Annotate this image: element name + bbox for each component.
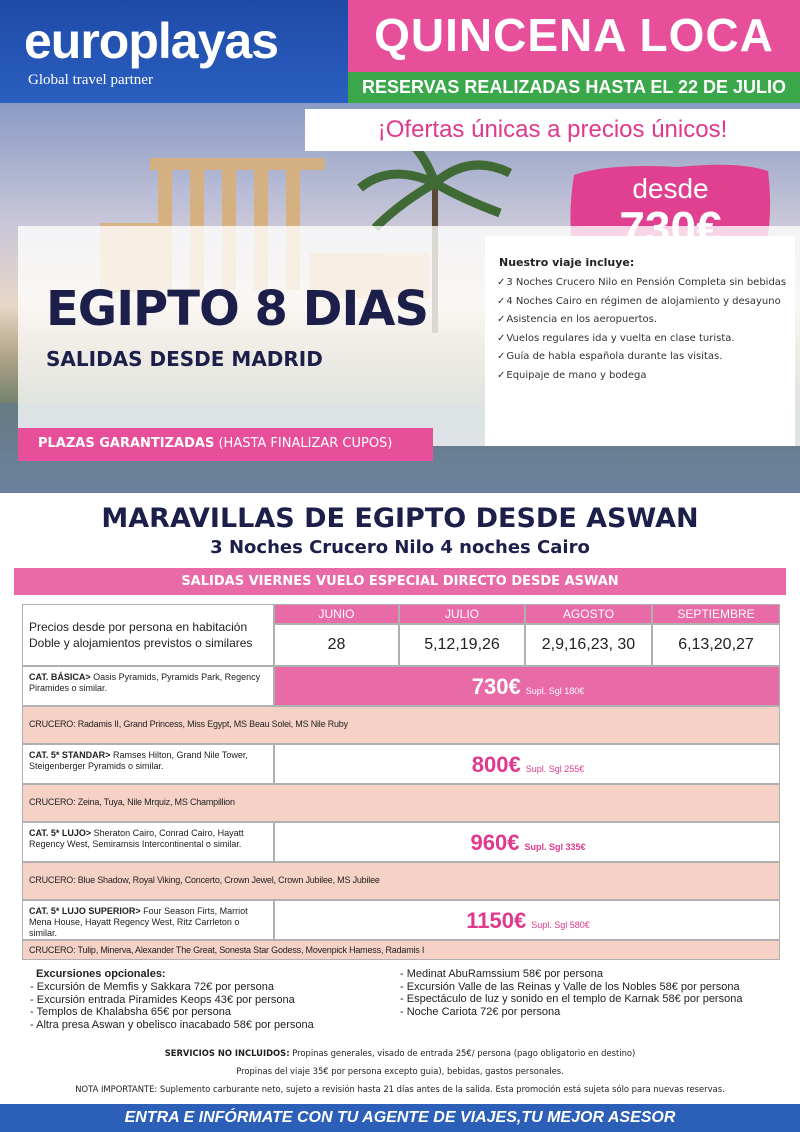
dates-text: 2,9,16,23, 30 [541,636,636,653]
category-text [29,828,269,850]
dates-text: 6,13,20,27 [678,636,754,653]
list-item: - Noche Cariota 72€ por persona [400,1006,742,1019]
price-supl: Supl. Sgl 335€ [524,842,586,852]
price-value [275,908,781,934]
desde-label: desde [632,173,709,204]
brand-tagline: Global travel partner [28,72,153,88]
category-label: CAT. 5* LUJO> [29,828,92,838]
table-row-cruise [22,706,780,744]
category-hotels: Ramses Hilton, Grand Nile Tower, Steigenberger Pyramids o similar. [29,750,248,771]
header-desc-text: Precios desde por persona en habitación Doble y alojamientos previstos o similares [29,620,253,650]
price-table [22,604,780,960]
month-name: AGOSTO [562,607,615,621]
brand-block [0,0,348,103]
salidas-text: SALIDAS VIERNES VUELO ESPECIAL DIRECTO DESDE ASWAN [181,574,619,589]
servicios-note-2: Propinas del viaje 35€ por persona excepto guia), bebidas, gastos personales. [236,1066,564,1076]
price-supl: Supl. Sgl 255€ [525,764,585,774]
section-title: MARAVILLAS DE EGIPTO DESDE ASWAN [101,503,699,534]
includes-list [497,274,797,385]
list-item: - Espectáculo de luz y sonido en el templo de Karnak 58€ por persona [400,993,742,1006]
hero-image [0,103,800,493]
month-header [525,604,652,624]
table-row-cruise [22,862,780,900]
list-item: ✓ Equipaje de mano y bodega [497,367,797,386]
price-amount: 800€ [471,752,521,777]
month-header [399,604,525,624]
table-row-category [22,744,274,784]
servicios-label: SERVICIOS NO INCLUIDOS: [164,1048,290,1058]
month-dates [274,624,399,666]
list-item: - Excursión entrada Piramides Keops 43€ por persona [30,994,314,1007]
category-label: CAT. 5* LUJO SUPERIOR> [29,906,141,916]
table-row-price [274,822,780,862]
promo-banner [348,0,800,72]
table-row-category [22,666,274,706]
includes-box [485,236,795,446]
table-row-category [22,900,274,940]
servicios-text: Propinas generales, visado de entrada 25€/ persona (pago obligatorio en destino) [289,1048,636,1058]
list-item: - Templos de Khalabsha 65€ por persona [30,1006,314,1019]
table-row-category [22,822,274,862]
plazas-bold: PLAZAS GARANTIZADAS [38,436,215,451]
list-item: ✓ Asistencia en los aeropuertos. [497,311,797,330]
category-text [29,906,269,939]
table-header-desc [22,604,274,666]
deadline-banner [348,72,800,103]
brand-logo: europlayas [24,13,279,69]
month-name: JULIO [444,607,479,621]
price-value [275,752,781,778]
footer-bar [0,1104,800,1132]
list-item: - Altra presa Aswan y obelisco inacabado 58€ por persona [30,1019,314,1032]
list-item: ✓ Guía de habla española durante las visitas. [497,348,797,367]
dates-text: 5,12,19,26 [424,636,500,653]
price-supl: Supl. Sgl 180€ [525,686,585,696]
month-header [274,604,399,624]
includes-title: Nuestro viaje incluye: [499,256,635,269]
list-item: ✓ 3 Noches Crucero Nilo en Pensión Completa sin bebidas [497,274,797,293]
excursions-title: Excursiones opcionales: [36,968,166,980]
month-header [652,604,780,624]
category-text [29,672,269,694]
category-text [29,750,269,772]
price-amount: 1150€ [466,908,527,933]
plazas-text [38,436,392,451]
price-supl: Supl. Sgl 580€ [531,920,590,930]
cruise-text: CRUCERO: Zeina, Tuya, Nile Mrquiz, MS Champillion [29,797,235,807]
tagline-box [305,109,800,151]
month-dates [525,624,652,666]
salidas-bar [14,568,786,595]
list-item: ✓ Vuelos regulares ida y vuelta en clase turista. [497,330,797,349]
promo-title: QUINCENA LOCA [374,9,774,61]
month-dates [399,624,525,666]
category-label: CAT. 5* STANDAR> [29,750,111,760]
price-value [275,674,781,700]
trip-title: EGIPTO 8 DIAS [46,281,429,337]
dates-text: 28 [327,636,346,653]
important-note: NOTA IMPORTANTE: Suplemento carburante neto, sujeto a revisión hasta 21 días antes de la salida. Esta promoción está sujeta sólo para nuevas reservas. [75,1084,725,1094]
excursions-right [400,968,742,1018]
excursions-left [30,981,314,1031]
table-row-cruise [22,784,780,822]
table-row-price [274,666,780,706]
price-value [275,830,781,856]
trip-subtitle: SALIDAS DESDE MADRID [46,347,323,371]
tagline: ¡Ofertas únicas a precios únicos! [377,116,728,143]
cruise-text: CRUCERO: Blue Shadow, Royal Viking, Concerto, Crown Jewel, Crown Jubilee, MS Jubilee [29,875,380,885]
month-name: JUNIO [318,607,355,621]
plazas-banner [18,428,433,461]
table-row-price [274,744,780,784]
list-item: - Medinat AbuRamssium 58€ por persona [400,968,742,981]
price-amount: 730€ [471,674,521,699]
list-item: - Excursión de Memfis y Sakkara 72€ por persona [30,981,314,994]
category-hotels: Four Season Firts, Marriot Mena House, Hayatt Regency West, Ritz Carrleton o similar. [29,906,248,938]
category-label: CAT. BÁSICA> [29,672,91,682]
month-dates [652,624,780,666]
table-row-price [274,900,780,940]
deadline-text: RESERVAS REALIZADAS HASTA EL 22 DE JULIO [361,77,787,97]
servicios-note [0,1048,800,1058]
category-hotels: Oasis Pyramids, Pyramids Park, Regency Piramides o similar. [29,672,261,693]
footer-text: ENTRA E INFÓRMATE CON TU AGENTE DE VIAJES,TU MEJOR ASESOR [124,1109,676,1126]
list-item: ✓ 4 Noches Cairo en régimen de alojamiento y desayuno [497,293,797,312]
plazas-rest: (HASTA FINALIZAR CUPOS) [214,436,393,451]
cruise-text: CRUCERO: Tulip, Minerva, Alexander The Great, Sonesta Star Godess, Movenpick Hamess, Radamis I [29,945,425,955]
table-row-cruise [22,940,780,960]
price-amount: 960€ [470,830,520,855]
header [0,0,800,103]
cruise-text: CRUCERO: Radamis II, Grand Princess, Miss Egypt, MS Beau Solei, MS Nile Ruby [29,719,348,729]
list-item: - Excursión Valle de las Reinas y Valle de los Nobles 58€ por persona [400,981,742,994]
category-hotels: Sheraton Cairo, Conrad Cairo, Hayatt Regency West, Semiramsis Intercontinental o similar. [29,828,244,849]
month-name: SEPTIEMBRE [677,607,755,621]
section-subtitle: 3 Noches Crucero Nilo 4 noches Cairo [210,537,590,558]
